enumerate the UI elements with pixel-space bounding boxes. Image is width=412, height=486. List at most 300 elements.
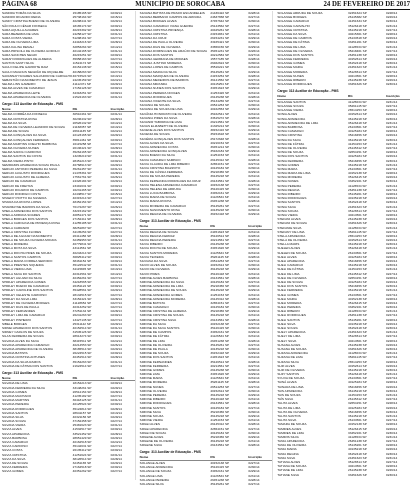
candidate-rg: 26411456 SP	[72, 233, 92, 238]
candidate-rg: 33451626 SP	[348, 82, 367, 87]
candidate-rg: 40152138 SP	[210, 460, 230, 465]
candidate-rg: 40214561 SP	[348, 338, 367, 343]
candidate-rg: 33451623 SP	[210, 86, 230, 91]
candidate-name: SAULO FELIPE GARROTE RAIZ	[2, 65, 49, 70]
candidate-inscription: 0231/14	[110, 31, 122, 36]
candidate-rg: 35126415 SP	[210, 326, 230, 330]
candidate-name: SEBASTIÃO NASCIMENTO DE JESUS	[2, 78, 57, 82]
candidate-name: SILVANA DA CRUZ	[139, 36, 167, 41]
candidate-inscription: 0230/14	[110, 284, 122, 289]
candidate-rg: 35218456 SP	[348, 284, 367, 289]
candidate-rg: 41251634 SP	[348, 19, 367, 24]
candidate-name: SONIA RIBEIRO	[277, 192, 301, 196]
candidate-inscription: 0228/14	[110, 431, 122, 436]
candidate-inscription: 0229/14	[248, 413, 260, 418]
candidate-inscription: 0230/14	[386, 430, 398, 435]
candidate-rg: 22123165 SP	[72, 133, 92, 138]
candidate-name: SHEILA ROCHA PIRES DE SOUZA	[2, 250, 52, 255]
candidate-rg: 32654151 SP	[210, 161, 230, 166]
candidate-rg: 26241263 SP	[72, 313, 92, 318]
candidate-name: SIMONE APARECIDA DE LIMA	[139, 284, 184, 289]
candidate-rg: 33615272 SP	[210, 115, 230, 120]
candidate-inscription: 0228/14	[248, 477, 260, 482]
candidate-inscription: 0230/14	[248, 103, 260, 108]
candidate-inscription: 0231/14	[248, 292, 260, 297]
candidate-name: SHIRLEY PINHEIRO	[2, 317, 31, 322]
candidate-inscription: 0229/14	[248, 372, 260, 377]
candidate-name: SELMA DE OLIVEIRA LEANDRO DE SOUZA	[2, 125, 65, 129]
candidate-name: SILVANA LOPES DE CAMPOS	[139, 65, 183, 70]
candidate-inscription: 0229/14	[110, 212, 122, 217]
candidate-name: SELMA CRISTINA ROSA	[2, 116, 38, 121]
candidate-rg: 33215162 SP	[72, 208, 92, 213]
candidate-name: SHIRLEY DE OLIVEIRA BORGES	[2, 300, 50, 305]
candidate-name: SUZANA SILVA	[277, 359, 299, 364]
candidate-name: STEFANIE SILVA	[277, 225, 302, 230]
candidate-rg: 35124814 SP	[72, 406, 92, 411]
candidate-rg: 26154231 SP	[210, 36, 230, 41]
candidate-name: SERGIO RICARDO DE CAMPOS	[2, 187, 49, 192]
candidate-rg: 32654151 SP	[348, 401, 367, 406]
candidate-inscription: 0231/14	[110, 398, 122, 403]
candidate-rg: 26611135 SP	[72, 129, 91, 134]
candidate-name: TANIA DE OLIVEIRA	[277, 443, 307, 448]
candidate-name: SILVENIA DE SOUZA	[139, 132, 170, 137]
candidate-rg: 26145238 SP	[348, 342, 367, 347]
candidate-name: SARA DE OLIVEIRA LIMA	[2, 40, 39, 45]
candidate-rg: 40152514 SP	[72, 326, 92, 330]
candidate-inscription: 0228/14	[386, 317, 398, 322]
candidate-inscription: 0231/14	[386, 183, 398, 188]
candidate-rg: 40298441 SP	[72, 19, 92, 24]
candidate-inscription: 0230/14	[110, 334, 122, 339]
header-name: Nome	[139, 224, 149, 229]
candidate-inscription: 0215/14	[110, 15, 122, 20]
candidate-inscription: 0230/14	[110, 427, 122, 432]
candidate-inscription: 0229/14	[386, 363, 398, 368]
candidate-inscription: 0231/14	[386, 288, 398, 293]
candidate-inscription: 0229/14	[248, 149, 260, 154]
candidate-rg: 24451623 SP	[210, 355, 230, 360]
candidate-inscription: 0228/14	[248, 199, 260, 204]
candidate-rg: 41254153 SP	[210, 292, 230, 297]
candidate-rg: 35261145 SP	[348, 229, 367, 234]
candidate-rg: 25143562 SP	[210, 23, 230, 28]
candidate-inscription: 0229/14	[248, 128, 260, 133]
candidate-rg: 40135218 SP	[210, 346, 230, 351]
candidate-rg: 33451626 SP	[210, 372, 230, 377]
candidate-name: SHEILA PRESTES SIQUEIRA	[2, 263, 44, 268]
candidate-name: SILVIA MARIA ROCHA	[139, 199, 172, 204]
candidate-inscription: 0230/14	[110, 86, 122, 91]
candidate-name: SIMONE RODRIGUES	[139, 401, 172, 406]
candidate-rg: 40243214 SP	[72, 250, 92, 255]
candidate-inscription: 0231/14	[248, 250, 260, 255]
candidate-name: SIMONE DA SILVA	[139, 321, 167, 326]
candidate-inscription: 0231/14	[110, 326, 122, 330]
candidate-inscription: 0227/14	[248, 161, 260, 166]
candidate-inscription: 0213/14	[110, 279, 122, 284]
candidate-name: SÃO PAULO CÉSAR FONSECA	[2, 23, 47, 28]
candidate-inscription: 0229/14	[248, 86, 260, 91]
candidate-rg: 32853264 SP	[72, 44, 92, 49]
candidate-inscription: 0227/14	[248, 15, 260, 20]
candidate-name: SILVIA DE SOUZA PEREIRA	[139, 174, 180, 179]
header-name: Nome	[2, 106, 11, 111]
candidate-rg: 35126514 SP	[348, 460, 367, 464]
candidate-rg: 26145238 SP	[210, 94, 230, 99]
candidate-inscription: 0226/14	[110, 342, 122, 347]
candidate-name: SILVANA PEREIRA NOVAES	[139, 90, 180, 95]
candidate-rg: 32654151 SP	[210, 300, 230, 305]
candidate-inscription: 0224/14	[110, 338, 122, 343]
candidate-name: SHEILA MARIA CORREA SERODIO	[2, 259, 53, 263]
candidate-inscription: 0230/14	[248, 409, 260, 414]
candidate-inscription: 0227/14	[110, 305, 122, 310]
candidate-rg: 36145218 SP	[348, 242, 367, 247]
candidate-inscription: 0230/14	[248, 284, 260, 289]
candidate-rg: 40125184 SP	[348, 380, 367, 385]
candidate-name: SILVANA DE PAULA OLIVEIRA	[139, 40, 184, 45]
candidate-name: SONIA SILVA	[277, 204, 296, 209]
candidate-name: SUELI RIBEIRO	[277, 309, 300, 314]
candidate-inscription: 0228/14	[248, 338, 260, 343]
candidate-name: SHIRLEY FERNANDES	[2, 309, 36, 314]
candidate-inscription: 0227/14	[110, 444, 122, 449]
candidate-rg: 24245159 SP	[72, 78, 92, 82]
candidate-rg: 35122542 SP	[72, 263, 92, 268]
candidate-name: SIMONE SOUZA	[139, 413, 164, 418]
candidate-name: SIMONE APARECIDA DA SILVA	[139, 279, 185, 284]
candidate-rg: 26134561 SP	[210, 317, 230, 322]
candidate-name: SIMONE VIEIRA	[139, 418, 163, 423]
candidate-name: SILVAS ELIZABETH DE OLIVEIRA	[139, 124, 189, 129]
candidate-rg: 36152418 SP	[348, 451, 367, 456]
candidate-inscription: 0228/14	[248, 157, 260, 162]
candidate-inscription: 0229/14	[110, 288, 122, 293]
candidate-inscription: 0230/14	[110, 183, 122, 188]
candidate-inscription: 0229/14	[386, 447, 398, 452]
candidate-inscription: 0229/14	[248, 69, 260, 74]
candidate-inscription: 0228/14	[248, 11, 260, 15]
candidate-rg: 36825412 SP	[72, 254, 92, 259]
candidate-name: SILVANA SILVA	[2, 414, 24, 419]
candidate-inscription: 0229/14	[248, 434, 260, 439]
candidate-name: STELLA MARIS	[277, 242, 300, 247]
candidate-name: SUELY SILVA	[277, 338, 297, 343]
candidate-inscription: 0229/14	[386, 36, 398, 41]
candidate-inscription: 0229/14	[248, 170, 260, 175]
candidate-name: SHIRLEY LIMA DE CAMARGO	[2, 313, 46, 318]
candidate-rg: 41253426 SP	[210, 90, 230, 95]
candidate-rg: 35126415 SP	[210, 465, 230, 470]
candidate-rg: 24153254 SP	[210, 73, 230, 78]
candidate-inscription: 0228/14	[248, 94, 260, 99]
candidate-name: SILVANA GOMES	[2, 389, 27, 394]
header-inscription: Inscrição	[110, 106, 125, 111]
candidate-rg: 26134561 SP	[348, 292, 367, 297]
candidate-rg: 41125634 SP	[210, 250, 229, 255]
candidate-name: SILVIA APARECIDA GONÇALVES	[139, 149, 187, 154]
candidate-name: SILVANIR TABORDA DE LIMA	[139, 119, 182, 124]
candidate-name: SILVIA HELENA APARECIDA CAMARGO	[139, 182, 197, 187]
candidate-name: SILVIA MOREIRA DE CAMARGO	[139, 203, 187, 208]
candidate-name: SIRLEI DE SOUZA	[139, 430, 167, 435]
candidate-rg: 40135218 SP	[348, 321, 367, 326]
candidate-name: SIMONE OLIVEIRA	[139, 388, 168, 393]
candidate-rg: 21168357 SP	[72, 125, 92, 129]
candidate-name: SHIRLEY DA SILVA LIMA	[2, 296, 38, 301]
candidate-rg: 26451238 SP	[348, 313, 367, 318]
candidate-rg: 35145261 SP	[210, 481, 230, 486]
candidate-name: SILVIO ALVES DE SOUZA	[139, 263, 177, 268]
candidate-rg: 33451626 SP	[348, 472, 367, 477]
candidate-name: SOLANGE SANTOS	[277, 99, 306, 104]
candidate-inscription: 0227/14	[386, 125, 398, 129]
candidate-inscription: 0229/14	[110, 19, 122, 24]
candidate-inscription: 0230/14	[110, 381, 122, 386]
candidate-name: SHEILA SANTOS CAMPOS	[2, 254, 41, 259]
candidate-inscription: 0227/14	[386, 166, 398, 171]
candidate-name: SOLANGE RODRIGUES	[277, 82, 312, 87]
candidate-rg: 40125184 SP	[210, 165, 230, 170]
candidate-name: SUSANA DE SOUZA	[277, 346, 307, 351]
candidate-inscription: 0231/14	[386, 393, 398, 397]
candidate-inscription: 0230/14	[110, 158, 122, 163]
candidate-name: SELMA SADOLI CARDOSO	[2, 150, 42, 155]
candidate-rg: 40425261 SP	[210, 27, 230, 32]
candidate-rg: 26451238 SP	[348, 187, 367, 192]
candidate-inscription: 0228/14	[110, 40, 122, 45]
candidate-rg: 26514253 SP	[210, 259, 230, 263]
section-title: Cargo: 313 Auxiliar de Educação - PMS	[139, 219, 201, 224]
candidate-inscription: 0229/14	[110, 82, 122, 87]
candidate-name: SONIA RODRIGUES	[277, 196, 307, 201]
candidate-rg: 41254153 SP	[348, 141, 367, 146]
candidate-name: SANDY CRISTINA BUENO DE OLIVEIRA	[2, 19, 60, 24]
candidate-inscription: 0228/14	[386, 380, 398, 385]
header-name: Nome	[139, 455, 149, 460]
candidate-rg: 26514253 SP	[348, 108, 367, 113]
candidate-name: SILVANA RODRIGUES	[139, 94, 172, 99]
candidate-inscription: 0231/14	[248, 31, 260, 36]
candidate-row	[140, 482, 273, 486]
candidate-name: SILVANA BERBANO CAMPOS DE ARRUDA	[139, 15, 202, 20]
candidate-inscription: 0229/14	[110, 435, 122, 440]
candidate-name: SILVANA PEREIRA	[2, 402, 29, 407]
candidate-inscription: 0230/14	[248, 430, 260, 435]
candidate-inscription: 0228/14	[110, 233, 122, 238]
candidate-name: SIRLENE DE OLIVEIRA	[139, 439, 174, 444]
candidate-name: SONIA CRISTINA	[277, 133, 303, 138]
candidate-rg: 36451214 SP	[210, 145, 230, 149]
candidate-inscription: 0230/14	[386, 451, 398, 456]
candidate-inscription: 0230/14	[110, 448, 122, 453]
candidate-rg: 40315214 SP	[72, 196, 92, 201]
candidate-name: SILVIA SANTOS MOREIRA	[139, 250, 178, 255]
candidate-row	[2, 469, 135, 473]
candidate-inscription: 0229/14	[386, 384, 398, 389]
candidate-inscription: 0231/14	[248, 334, 260, 339]
candidate-name: SONIA SOUZA	[277, 208, 299, 213]
candidate-name: SHEILA CRISTINA FLORES	[2, 229, 42, 234]
candidate-inscription: 0231/14	[386, 162, 398, 167]
candidate-name: SELMA DE SOUZA	[2, 129, 29, 134]
candidate-name: SILVIA GOMES	[2, 469, 24, 474]
candidate-name: SONIA DE OLIVEIRA	[277, 145, 308, 150]
candidate-name: SOLANGE MARIA	[277, 65, 303, 70]
candidate-name: SUELI ALVES	[277, 254, 297, 259]
candidate-inscription: 0227/14	[110, 393, 122, 398]
candidate-inscription: 0228/14	[386, 443, 398, 448]
candidate-inscription: 0228/14	[386, 150, 398, 155]
candidate-rg: 26145238 SP	[210, 367, 230, 372]
candidate-inscription: 0229/14	[110, 179, 122, 184]
candidate-name: SILVIA BUENO DA SILVA	[139, 153, 175, 158]
candidate-rg: 41125634 SP	[348, 351, 367, 356]
candidate-inscription: 0229/14	[110, 133, 122, 138]
candidate-rg: 40313252 SP	[72, 305, 92, 310]
candidate-name: SILVIA LUCIA BARBOSA	[139, 191, 175, 196]
candidate-inscription: 0229/14	[386, 15, 398, 20]
candidate-rg: 36152418 SP	[348, 61, 367, 66]
candidate-rg: 26541253 SP	[210, 103, 230, 108]
candidate-rg: 35145261 SP	[210, 203, 230, 208]
candidate-name: TATIANE SILVA	[277, 472, 300, 477]
candidate-inscription: 0230/14	[110, 402, 122, 407]
candidate-inscription: 0231/14	[110, 94, 122, 99]
candidate-name: SAVANNAH SOARES SALVADOR DE CARVALHO	[2, 73, 73, 78]
candidate-name: SUELI DE LIMA	[277, 271, 300, 276]
candidate-inscription: 0231/14	[110, 221, 122, 226]
candidate-inscription: 0215/14	[110, 65, 122, 70]
candidate-inscription: 0227/14	[248, 405, 260, 410]
candidate-inscription: 0229/14	[110, 61, 122, 66]
candidate-inscription: 0214/14	[110, 120, 122, 125]
candidate-inscription: 0231/14	[386, 44, 398, 49]
candidate-name: SIMONE NUNES	[139, 384, 164, 389]
candidate-inscription: 0229/14	[110, 460, 122, 465]
candidate-inscription: 0230/14	[110, 465, 122, 470]
candidate-name: TALITA SANTOS	[277, 413, 301, 418]
candidate-inscription: 0229/14	[386, 300, 398, 305]
candidate-inscription: 0231/14	[110, 166, 122, 171]
candidate-name: STELA DE OLIVEIRA	[277, 238, 308, 243]
candidate-rg: 35126418 SP	[348, 23, 367, 28]
candidate-rg: 40152138 SP	[210, 321, 230, 326]
candidate-rg: 34135254 SP	[72, 229, 92, 234]
candidate-name: TATIANA DE SOUZA	[277, 464, 307, 469]
candidate-rg: 33165421 SP	[210, 40, 230, 45]
candidate-name: STEFANI DE SOUZA	[277, 221, 307, 226]
section-title: Cargo: 313 Auxiliar de Educação - PMS	[277, 89, 339, 94]
candidate-inscription: 0227/14	[110, 69, 122, 74]
candidate-inscription: 0231/14	[110, 263, 122, 268]
header-rg: RG	[72, 375, 78, 380]
candidate-inscription: 0231/14	[248, 132, 260, 137]
candidate-name: TALITA DE LIMA	[277, 405, 301, 410]
candidate-inscription: 0230/14	[110, 23, 122, 28]
candidate-name: SOLANGE SOUZA	[277, 104, 304, 109]
candidate-name: SILVANA MARIA DA SILVA	[139, 69, 177, 74]
candidate-inscription: 0229/14	[248, 469, 260, 474]
candidate-name: SILVANA APARECIDA DE OLIVEIRA	[2, 346, 53, 351]
candidate-name: SILVANA DOMINGUES DE ARAÚJO DE SOUZA	[139, 48, 208, 53]
candidate-rg: 26514253 SP	[348, 233, 367, 238]
candidate-inscription: 0229/14	[386, 57, 398, 62]
candidate-rg: 40215392 SP	[72, 27, 92, 32]
candidate-rg: 33521452 SP	[72, 431, 92, 436]
candidate-rg: 35126418 SP	[210, 271, 230, 276]
candidate-rg: 26145238 SP	[210, 242, 230, 247]
candidate-inscription: 0227/14	[386, 69, 398, 74]
candidate-name: SIRLEI ALVES	[139, 422, 160, 427]
candidate-name: SONIA DE FÁTIMA	[277, 141, 305, 146]
candidate-inscription: 0229/14	[386, 196, 398, 201]
candidate-name: SIMONE DE LIMA	[139, 338, 166, 343]
candidate-rg: 36141552 SP	[210, 78, 230, 82]
candidate-rg: 26145382 SP	[348, 15, 367, 20]
candidate-inscription: 0230/14	[386, 388, 398, 393]
candidate-inscription: 0229/14	[386, 259, 398, 263]
candidate-rg: 36145218 SP	[348, 162, 367, 167]
header-rule	[2, 9, 410, 10]
candidate-name: TAINÁ ALVES	[277, 380, 297, 385]
candidate-inscription: 0229/14	[248, 44, 260, 49]
candidate-inscription: 0231/14	[110, 238, 122, 243]
candidate-name: SHARMAYNE BARROS DA SILVA	[2, 204, 50, 209]
candidate-rg: 35126415 SP	[210, 186, 230, 191]
candidate-name: SONIA NUNES	[277, 179, 299, 184]
candidate-name: SUELEN DE SOUZA	[277, 250, 307, 255]
candidate-rg: 21524163 SP	[72, 94, 92, 99]
candidate-inscription: 0227/14	[386, 334, 398, 339]
candidate-rg: 26135412 SP	[72, 448, 92, 453]
candidate-rg: 16231465 SP	[72, 187, 92, 192]
candidate-rg: 28651429 SP	[72, 435, 92, 440]
candidate-rg: 35958163 SP	[72, 57, 92, 62]
candidate-inscription: 0227/14	[110, 57, 122, 62]
candidate-name: SELMA GONÇALVES DA SILVA	[2, 133, 47, 138]
candidate-rg: 23154831 SP	[210, 31, 230, 36]
candidate-rg: 41125634 SP	[210, 376, 229, 381]
candidate-inscription: 0230/14	[248, 165, 260, 170]
candidate-rg: 40214561 SP	[210, 238, 230, 243]
candidate-inscription: 0231/14	[248, 153, 260, 158]
candidate-name: SUELI GOMES	[277, 292, 299, 297]
candidate-name: SONIA MOREIRA	[277, 175, 303, 180]
candidate-rg: 35145261 SP	[210, 69, 230, 74]
candidate-name: SIBELE BORGES	[2, 321, 27, 326]
candidate-rg: 40162518 SP	[72, 440, 92, 444]
publisher-name: MUNICÍPIO DE SOROCABA	[135, 1, 226, 8]
candidate-rg: 24258127 SP	[72, 31, 92, 36]
page-number: PÁGINA 68	[2, 1, 37, 8]
candidate-name: SIDNEI APARECIDO DOS SANTOS	[2, 326, 53, 330]
candidate-inscription: 0229/14	[248, 36, 260, 41]
candidate-inscription: 0230/14	[248, 242, 260, 247]
candidate-name: SOLANGE BORGES	[277, 15, 307, 20]
candidate-inscription: 0228/14	[110, 309, 122, 314]
candidate-rg: 40312561 SP	[72, 271, 92, 276]
candidate-rg: 40152138 SP	[348, 296, 367, 301]
candidate-rg: 34115845 SP	[72, 267, 92, 272]
candidate-inscription: 0228/14	[386, 422, 398, 427]
candidate-name: SIMONE DOS SANTOS	[139, 355, 173, 360]
candidate-name: SELMA VIEIRA PINTO	[2, 158, 34, 163]
candidate-name: SILVIA COSTA	[2, 448, 23, 453]
candidate-inscription: 0230/14	[386, 19, 398, 24]
